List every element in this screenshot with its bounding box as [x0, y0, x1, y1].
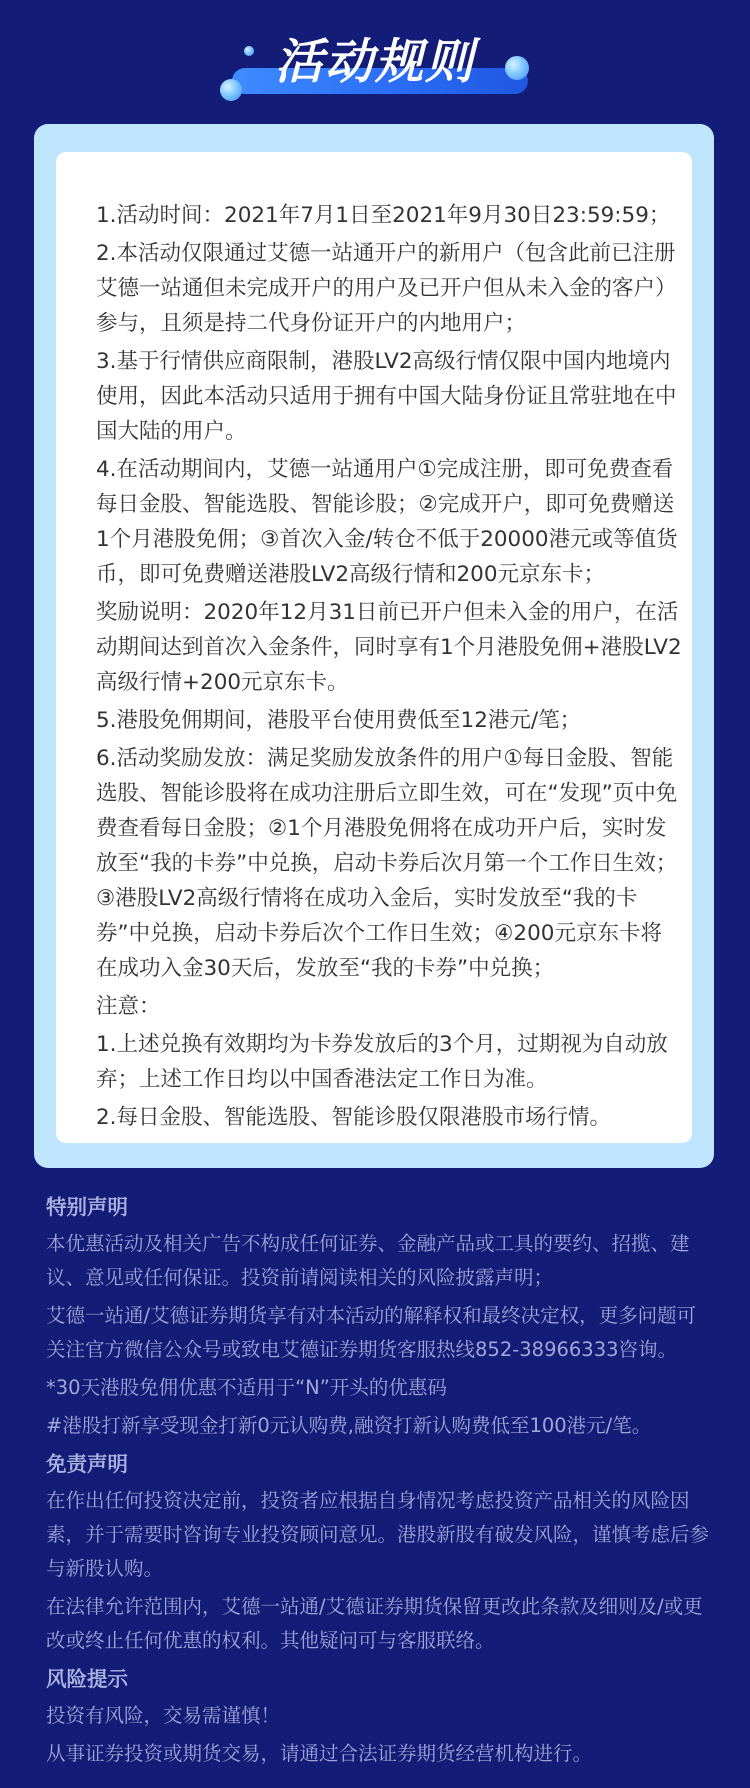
rules-card-inner: [56, 152, 692, 1143]
risk-paragraph: 投资有风险，交易需谨慎！: [46, 1704, 281, 1727]
disclaimer-paragraph: 在作出任何投资决定前，投资者应根据自身情况考虑投资产品相关的风险因素，并于需要时咨询专业投资顾问意见。港股新股有破发风险，谨慎考虑后参与新股认购。: [46, 1489, 710, 1580]
rules-card: [34, 124, 714, 1168]
disclaimer-paragraph: 在法律允许范围内，艾德一站通/艾德证券期货保留更改此条款及细则及/或更改或终止任何优惠的权利。其他疑问可与客服联络。: [46, 1595, 703, 1652]
rule-item: 4.在活动期间内，艾德一站通用户①完成注册，即可免费查看每日金股、智能选股、智能诊股；②完成开户，即可免费赠送1个月港股免佣；③首次入金/转仓不低于20000港元或等值货币，即可免费赠送港股LV2高级行情和200元京东卡；: [96, 457, 678, 587]
risk-heading: 风险提示: [46, 1667, 128, 1691]
special-paragraph: 本优惠活动及相关广告不构成任何证券、金融产品或工具的要约、招揽、建议、意见或任何保证。投资前请阅读相关的风险披露声明；: [46, 1232, 690, 1289]
special-heading: 特别声明: [46, 1195, 128, 1219]
risk-paragraph: 从事证券投资或期货交易，请通过合法证券期货经营机构进行。: [46, 1742, 593, 1765]
rule-item: 2.每日金股、智能选股、智能诊股仅限港股市场行情。: [96, 1105, 612, 1130]
special-paragraph: *30天港股免佣优惠不适用于“N”开头的优惠码: [46, 1376, 447, 1399]
page-title: 活动规则: [274, 34, 475, 90]
rule-item: 3.基于行情供应商限制，港股LV2高级行情仅限中国内地境内使用，因此本活动只适用于拥有中国大陆身份证且常驻地在中国大陆的用户。: [96, 349, 677, 444]
rule-item: 1.活动时间：2021年7月1日至2021年9月30日23:59:59；: [96, 203, 671, 228]
rule-item: 1.上述兑换有效期均为卡券发放后的3个月，过期视为自动放弃；上述工作日均以中国香港法定工作日为准。: [96, 1032, 668, 1092]
special-paragraph: 艾德一站通/艾德证券期货享有对本活动的解释权和最终决定权，更多问题可关注官方微信公众号或致电艾德证券期货客服热线852-38966333咨询。: [46, 1304, 697, 1361]
page-header: [0, 0, 750, 120]
rule-item: 2.本活动仅限通过艾德一站通开户的新用户（包含此前已注册艾德一站通但未完成开户的用户及已开户但从未入金的客户）参与，且须是持二代身份证开户的内地用户；: [96, 241, 677, 336]
rules-list: [96, 198, 682, 1138]
rule-item: 奖励说明：2020年12月31日前已开户但未入金的用户，在活动期间达到首次入金条件，同时享有1个月港股免佣+港股LV2高级行情+200元京东卡。: [96, 600, 682, 695]
rule-item: 注意：: [96, 994, 161, 1019]
rule-item: 5.港股免佣期间，港股平台使用费低至12港元/笔；: [96, 708, 582, 733]
rule-item: 6.活动奖励发放：满足奖励发放条件的用户①每日金股、智能选股、智能诊股将在成功注册后立即生效，可在“发现”页中免费查看每日金股；②1个月港股免佣将在成功开户后，实时发放至“我的卡券”中兑换，启动卡券后次月第一个工作日生效；③港股LV2高级行情将在成功入金后，实时发放至“我的卡券”中兑换，启动卡券后次个工作日生效；④200元京东卡将在成功入金30天后，发放至“我的卡券”中兑换；: [96, 746, 678, 981]
notes-section: [46, 1186, 714, 1775]
disclaimer-heading: 免责声明: [46, 1452, 128, 1476]
special-paragraph: #港股打新享受现金打新0元认购费,融资打新认购费低至100港元/笔。: [46, 1414, 652, 1437]
